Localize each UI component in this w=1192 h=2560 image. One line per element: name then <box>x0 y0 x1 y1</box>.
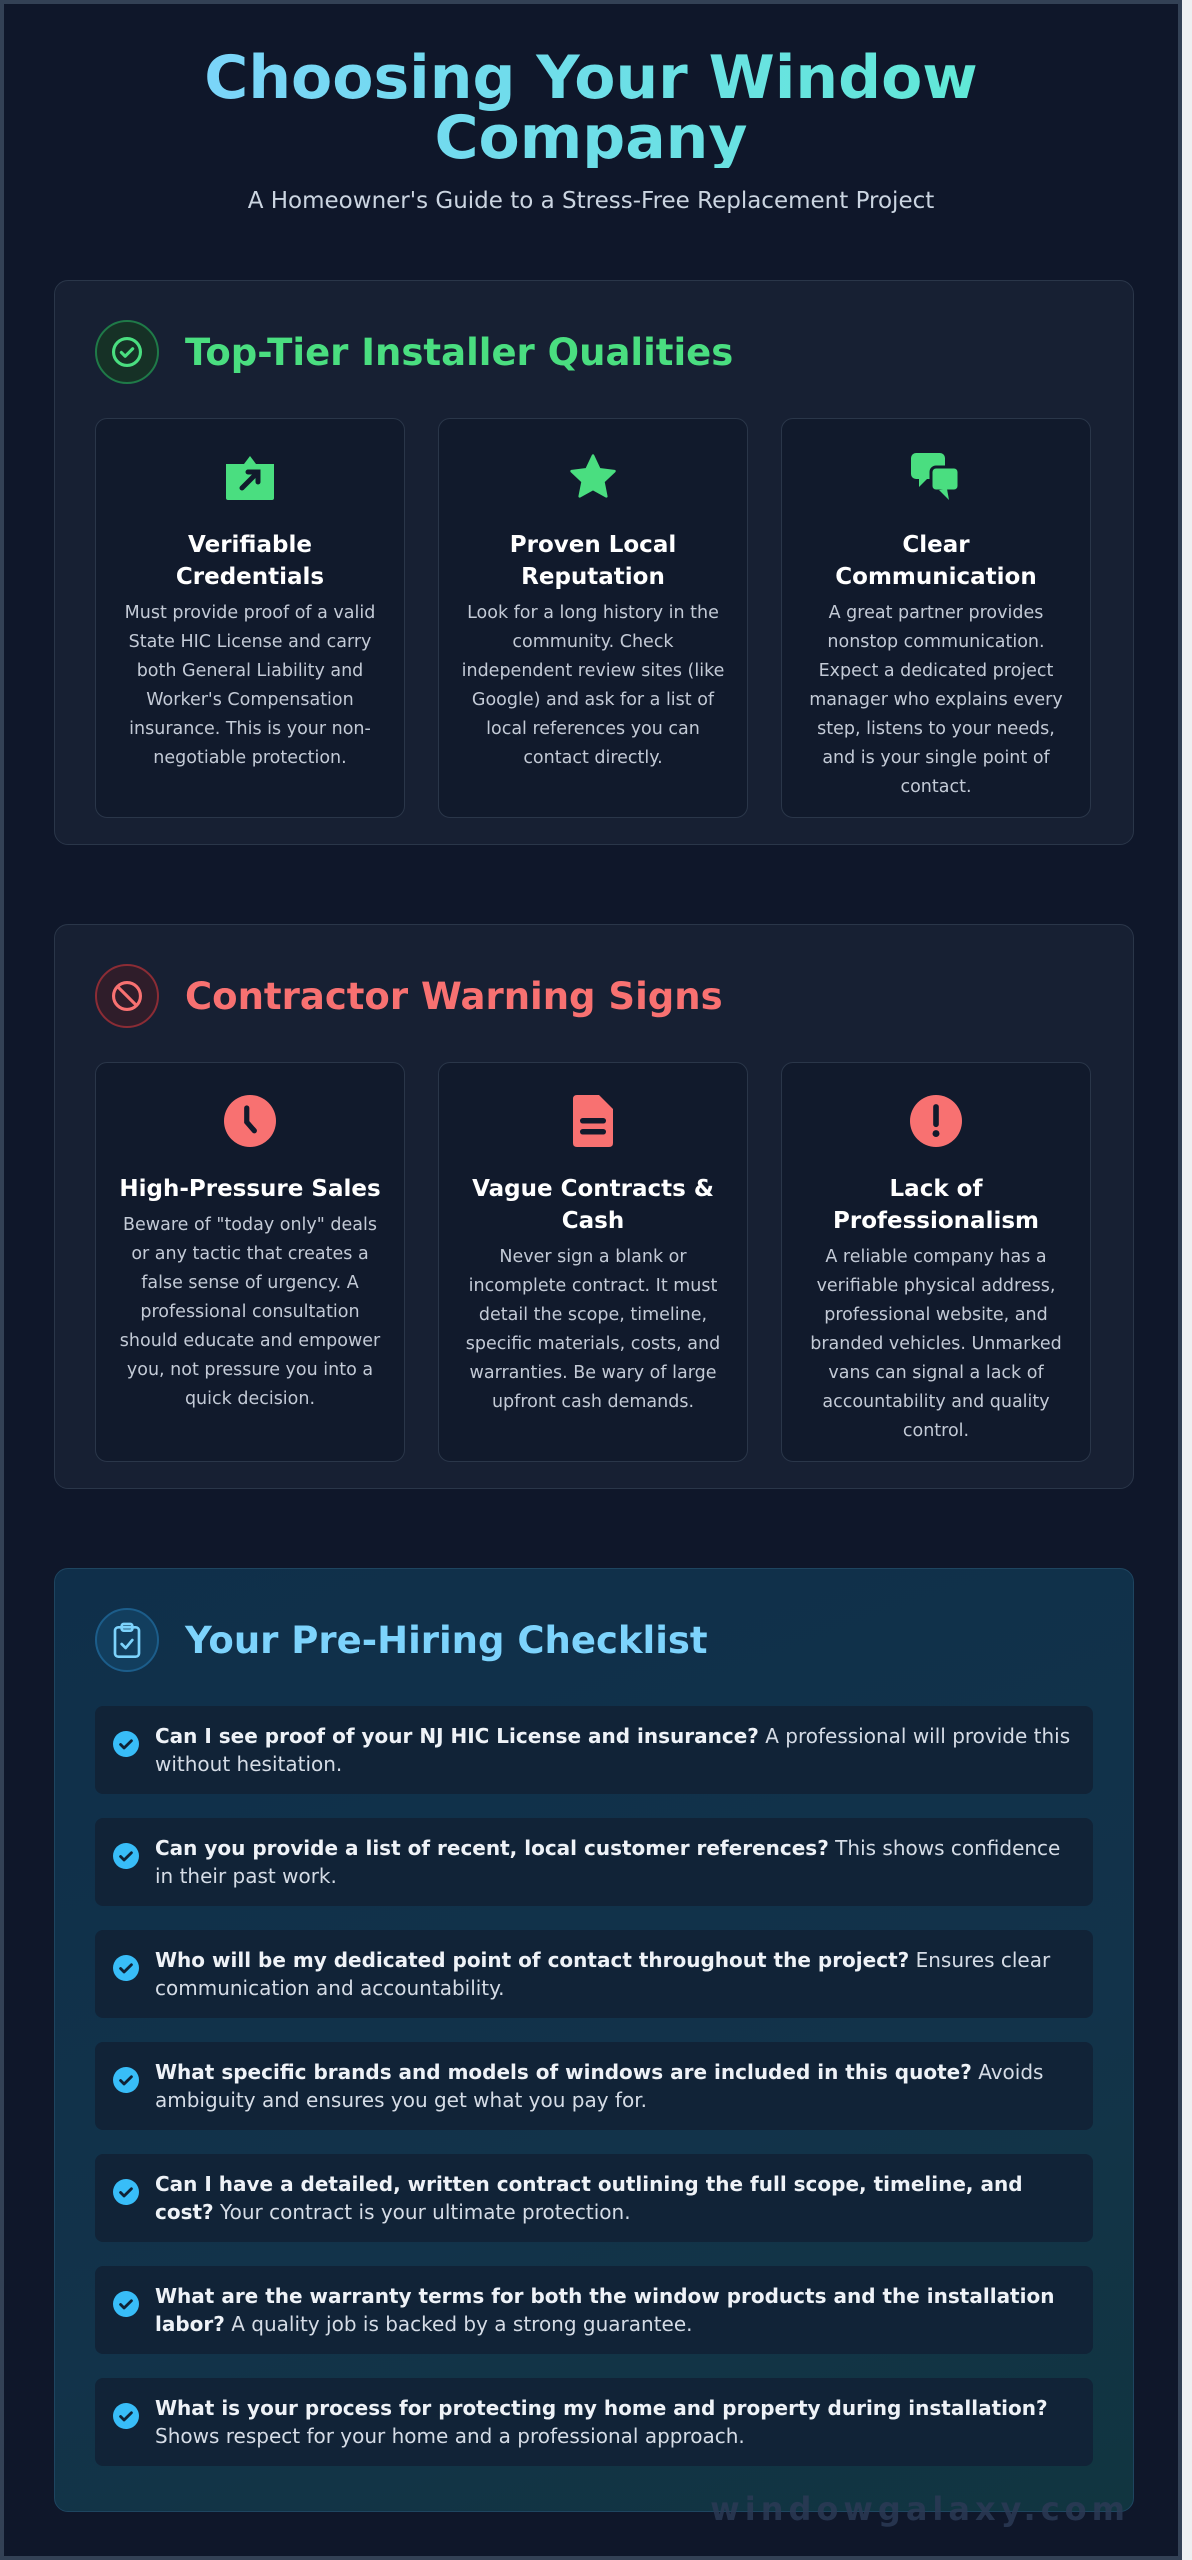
card-title: Proven Local Reputation <box>509 532 677 590</box>
checklist-note: Ensures clear communication and accountability. <box>155 1948 1051 2000</box>
section-pre-hiring-checklist <box>54 1568 1134 2512</box>
card-title: High-Pressure Sales <box>119 1176 381 1202</box>
checklist-note: Shows respect for your home and a professional approach. <box>155 2424 745 2448</box>
section-warning-signs <box>54 924 1134 1489</box>
checklist-item <box>95 2378 1093 2466</box>
checklist-note: This shows confidence in their past work. <box>155 1836 1061 1888</box>
checklist-note: A quality job is backed by a strong guarantee. <box>231 2312 693 2336</box>
checklist <box>95 1706 1093 2490</box>
watermark: windowgalaxy.com <box>710 2490 1130 2528</box>
checklist-item <box>95 2266 1093 2354</box>
clock-icon <box>118 1093 382 1149</box>
ban-icon <box>95 964 159 1028</box>
checklist-note: Avoids ambiguity and ensures you get what you pay for. <box>155 2060 1044 2112</box>
star-icon <box>461 449 725 505</box>
card-clear-communication <box>781 418 1091 818</box>
section-title: Top-Tier Installer Qualities <box>185 330 734 374</box>
checklist-note: Your contract is your ultimate protection. <box>220 2200 631 2224</box>
section-title: Contractor Warning Signs <box>185 974 723 1018</box>
card-high-pressure-sales <box>95 1062 405 1462</box>
check-circle-icon <box>95 320 159 384</box>
check-badge-icon <box>113 2067 139 2093</box>
card-title: Vague Contracts & Cash <box>472 1176 714 1234</box>
document-icon <box>461 1093 725 1149</box>
check-badge-icon <box>113 2179 139 2205</box>
chat-bubbles-icon <box>804 449 1068 505</box>
card-text: Look for a long history in the community. Check independent review sites (like Google) and ask for a list of local references you can contact directly. <box>461 603 725 768</box>
card-text: A great partner provides nonstop communication. Expect a dedicated project manager who explains every step, listens to your needs, and is your single point of contact. <box>809 603 1063 797</box>
card-text: Must provide proof of a valid State HIC License and carry both General Liability and Worker's Compensation insurance. This is your non-negotiable protection. <box>124 603 376 768</box>
checklist-question: What specific brands and models of windows are included in this quote? <box>155 2060 972 2084</box>
card-title: Verifiable Credentials <box>175 532 325 590</box>
checklist-question: Can I have a detailed, written contract outlining the full scope, timeline, and cost? <box>155 2172 1023 2224</box>
section-title: Your Pre-Hiring Checklist <box>185 1618 708 1662</box>
page-title: Choosing Your Window Company <box>141 48 1041 168</box>
checklist-question: Who will be my dedicated point of contact throughout the project? <box>155 1948 910 1972</box>
page-subtitle: A Homeowner's Guide to a Stress-Free Replacement Project <box>247 188 935 214</box>
check-badge-icon <box>113 1843 139 1869</box>
checklist-item <box>95 2042 1093 2130</box>
section-header <box>95 963 723 1029</box>
card-proven-local-reputation <box>438 418 748 818</box>
exclamation-circle-icon <box>804 1093 1068 1149</box>
section-header <box>95 319 733 385</box>
card-verifiable-credentials <box>95 418 405 818</box>
checklist-question: What are the warranty terms for both the window products and the installation labor? <box>155 2284 1055 2336</box>
clipboard-check-icon <box>95 1608 159 1672</box>
check-badge-icon <box>113 1731 139 1757</box>
card-text: Never sign a blank or incomplete contract. It must detail the scope, timeline, specific materials, costs, and warranties. Be wary of large upfront cash demands. <box>465 1247 721 1412</box>
card-title: Lack of Professionalism <box>833 1176 1039 1234</box>
check-badge-icon <box>113 2291 139 2317</box>
checklist-question: What is your process for protecting my home and property during installation? <box>155 2396 1048 2420</box>
card-lack-of-professionalism <box>781 1062 1091 1462</box>
checklist-question: Can I see proof of your NJ HIC License and insurance? <box>155 1724 759 1748</box>
card-vague-contracts <box>438 1062 748 1462</box>
checklist-item <box>95 1930 1093 2018</box>
section-header <box>95 1607 708 1673</box>
id-card-arrow-icon <box>118 449 382 505</box>
card-title: Clear Communication <box>835 532 1037 590</box>
checklist-item <box>95 1818 1093 1906</box>
page-header <box>4 4 1178 214</box>
card-text: Beware of "today only" deals or any tactic that creates a false sense of urgency. A professional consultation should educate and empower you, not pressure you into a quick decision. <box>119 1215 381 1409</box>
check-badge-icon <box>113 1955 139 1981</box>
checklist-item <box>95 1706 1093 1794</box>
card-text: A reliable company has a verifiable physical address, professional website, and branded vehicles. Unmarked vans can signal a lack of accountability and quality control. <box>810 1247 1062 1441</box>
checklist-question: Can you provide a list of recent, local customer references? <box>155 1836 829 1860</box>
check-badge-icon <box>113 2403 139 2429</box>
checklist-item <box>95 2154 1093 2242</box>
checklist-note: A professional will provide this without hesitation. <box>155 1724 1071 1776</box>
section-installer-qualities <box>54 280 1134 845</box>
